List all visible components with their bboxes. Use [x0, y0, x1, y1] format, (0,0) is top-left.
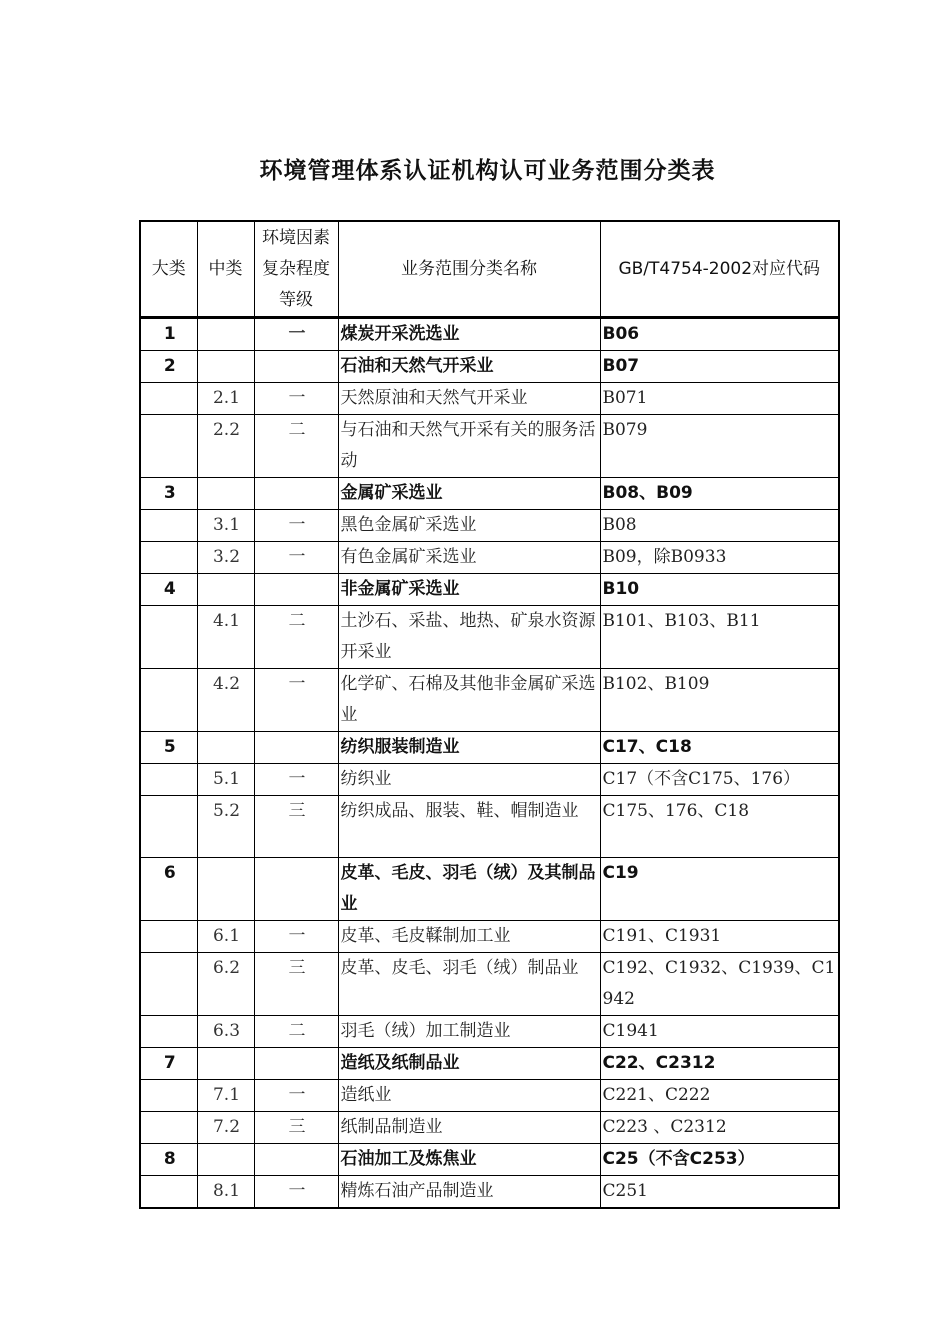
cell-code: C223 、C2312 — [600, 1112, 839, 1144]
cell-level: 三 — [254, 796, 338, 858]
cell-level — [254, 1144, 338, 1176]
cell-mid: 2.2 — [197, 415, 254, 478]
cell-major — [140, 1080, 197, 1112]
cell-mid — [197, 574, 254, 606]
table-row — [140, 510, 839, 542]
cell-level: 一 — [254, 764, 338, 796]
cell-major: 2 — [140, 351, 197, 383]
cell-major — [140, 1016, 197, 1048]
cell-major: 8 — [140, 1144, 197, 1176]
table-row — [140, 1048, 839, 1080]
cell-code: C25（不含C253） — [600, 1144, 839, 1176]
cell-level — [254, 858, 338, 921]
cell-name: 非金属矿采选业 — [338, 574, 600, 606]
cell-mid — [197, 1048, 254, 1080]
cell-major — [140, 764, 197, 796]
cell-mid — [197, 351, 254, 383]
cell-major: 4 — [140, 574, 197, 606]
cell-name: 金属矿采选业 — [338, 478, 600, 510]
cell-name: 纺织成品、服装、鞋、帽制造业 — [338, 796, 600, 858]
cell-name: 皮革、毛皮、羽毛（绒）及其制品业 — [338, 858, 600, 921]
cell-mid: 5.2 — [197, 796, 254, 858]
cell-code: B10 — [600, 574, 839, 606]
cell-name: 天然原油和天然气开采业 — [338, 383, 600, 415]
cell-name: 造纸业 — [338, 1080, 600, 1112]
cell-mid — [197, 858, 254, 921]
cell-mid — [197, 478, 254, 510]
cell-level — [254, 1048, 338, 1080]
cell-code: B101、B103、B11 — [600, 606, 839, 669]
cell-name: 皮革、皮毛、羽毛（绒）制品业 — [338, 953, 600, 1016]
cell-code: B07 — [600, 351, 839, 383]
cell-code: B102、B109 — [600, 669, 839, 732]
cell-major — [140, 606, 197, 669]
cell-name: 与石油和天然气开采有关的服务活动 — [338, 415, 600, 478]
cell-major — [140, 415, 197, 478]
page-title: 环境管理体系认证机构认可业务范围分类表 — [259, 158, 716, 184]
cell-level: 一 — [254, 921, 338, 953]
cell-code: C19 — [600, 858, 839, 921]
table-row — [140, 732, 839, 764]
cell-name: 造纸及纸制品业 — [338, 1048, 600, 1080]
table-row — [140, 669, 839, 732]
cell-code: C175、176、C18 — [600, 796, 839, 858]
table-body — [140, 318, 839, 1209]
cell-name: 羽毛（绒）加工制造业 — [338, 1016, 600, 1048]
cell-major: 3 — [140, 478, 197, 510]
table-row — [140, 606, 839, 669]
cell-name: 石油和天然气开采业 — [338, 351, 600, 383]
cell-mid: 7.1 — [197, 1080, 254, 1112]
table-row — [140, 1112, 839, 1144]
cell-code: C17（不含C175、176） — [600, 764, 839, 796]
cell-level — [254, 351, 338, 383]
cell-mid: 2.1 — [197, 383, 254, 415]
cell-name: 精炼石油产品制造业 — [338, 1176, 600, 1209]
cell-name: 纺织业 — [338, 764, 600, 796]
cell-code: C191、C1931 — [600, 921, 839, 953]
cell-level: 一 — [254, 669, 338, 732]
cell-name: 皮革、毛皮鞣制加工业 — [338, 921, 600, 953]
cell-level: 一 — [254, 1080, 338, 1112]
cell-mid: 4.1 — [197, 606, 254, 669]
cell-name: 化学矿、石棉及其他非金属矿采选业 — [338, 669, 600, 732]
table-row — [140, 764, 839, 796]
cell-name: 土沙石、采盐、地热、矿泉水资源开采业 — [338, 606, 600, 669]
table-row — [140, 858, 839, 921]
table-row — [140, 574, 839, 606]
cell-level: 一 — [254, 383, 338, 415]
table-row — [140, 1144, 839, 1176]
cell-mid: 7.2 — [197, 1112, 254, 1144]
table-row — [140, 796, 839, 858]
cell-major — [140, 953, 197, 1016]
cell-code: C1941 — [600, 1016, 839, 1048]
header-major: 大类 — [140, 221, 197, 318]
table-row — [140, 318, 839, 351]
scope-classification-table — [139, 220, 840, 1209]
table-row — [140, 1016, 839, 1048]
cell-level: 三 — [254, 953, 338, 1016]
table-row — [140, 1176, 839, 1209]
header-name: 业务范围分类名称 — [338, 221, 600, 318]
cell-level: 一 — [254, 1176, 338, 1209]
table-row — [140, 953, 839, 1016]
cell-major — [140, 921, 197, 953]
cell-name: 有色金属矿采选业 — [338, 542, 600, 574]
table-row — [140, 542, 839, 574]
cell-mid: 8.1 — [197, 1176, 254, 1209]
cell-code: B08、B09 — [600, 478, 839, 510]
cell-mid: 6.1 — [197, 921, 254, 953]
cell-mid: 3.1 — [197, 510, 254, 542]
cell-major: 6 — [140, 858, 197, 921]
cell-level: 一 — [254, 542, 338, 574]
cell-level — [254, 478, 338, 510]
cell-code: B079 — [600, 415, 839, 478]
cell-code: B09，除B0933 — [600, 542, 839, 574]
cell-level: 三 — [254, 1112, 338, 1144]
cell-name: 纺织服装制造业 — [338, 732, 600, 764]
cell-mid: 3.2 — [197, 542, 254, 574]
cell-mid — [197, 1144, 254, 1176]
cell-code: C17、C18 — [600, 732, 839, 764]
cell-code: C251 — [600, 1176, 839, 1209]
header-code: GB/T4754-2002对应代码 — [600, 221, 839, 318]
cell-major: 1 — [140, 318, 197, 351]
cell-major — [140, 669, 197, 732]
table-row — [140, 478, 839, 510]
table-row — [140, 1080, 839, 1112]
table-row — [140, 921, 839, 953]
cell-major: 5 — [140, 732, 197, 764]
cell-code: B06 — [600, 318, 839, 351]
cell-major — [140, 510, 197, 542]
cell-major — [140, 1112, 197, 1144]
table-row — [140, 383, 839, 415]
cell-code: B071 — [600, 383, 839, 415]
cell-level: 一 — [254, 318, 338, 351]
cell-mid — [197, 318, 254, 351]
cell-major — [140, 796, 197, 858]
table-row — [140, 351, 839, 383]
cell-code: B08 — [600, 510, 839, 542]
cell-code: C221、C222 — [600, 1080, 839, 1112]
table-header-row — [140, 221, 839, 318]
cell-name: 黑色金属矿采选业 — [338, 510, 600, 542]
cell-level: 二 — [254, 606, 338, 669]
table-row — [140, 415, 839, 478]
cell-code: C192、C1932、C1939、C1942 — [600, 953, 839, 1016]
cell-level: 一 — [254, 510, 338, 542]
cell-level: 二 — [254, 1016, 338, 1048]
cell-mid: 6.3 — [197, 1016, 254, 1048]
cell-major — [140, 542, 197, 574]
cell-name: 纸制品制造业 — [338, 1112, 600, 1144]
cell-mid: 4.2 — [197, 669, 254, 732]
cell-mid: 5.1 — [197, 764, 254, 796]
cell-level: 二 — [254, 415, 338, 478]
cell-major: 7 — [140, 1048, 197, 1080]
cell-mid — [197, 732, 254, 764]
cell-name: 石油加工及炼焦业 — [338, 1144, 600, 1176]
cell-code: C22、C2312 — [600, 1048, 839, 1080]
cell-major — [140, 1176, 197, 1209]
cell-name: 煤炭开采洗选业 — [338, 318, 600, 351]
header-mid: 中类 — [197, 221, 254, 318]
cell-major — [140, 383, 197, 415]
header-level: 环境因素复杂程度等级 — [254, 221, 338, 318]
cell-level — [254, 732, 338, 764]
cell-level — [254, 574, 338, 606]
cell-mid: 6.2 — [197, 953, 254, 1016]
